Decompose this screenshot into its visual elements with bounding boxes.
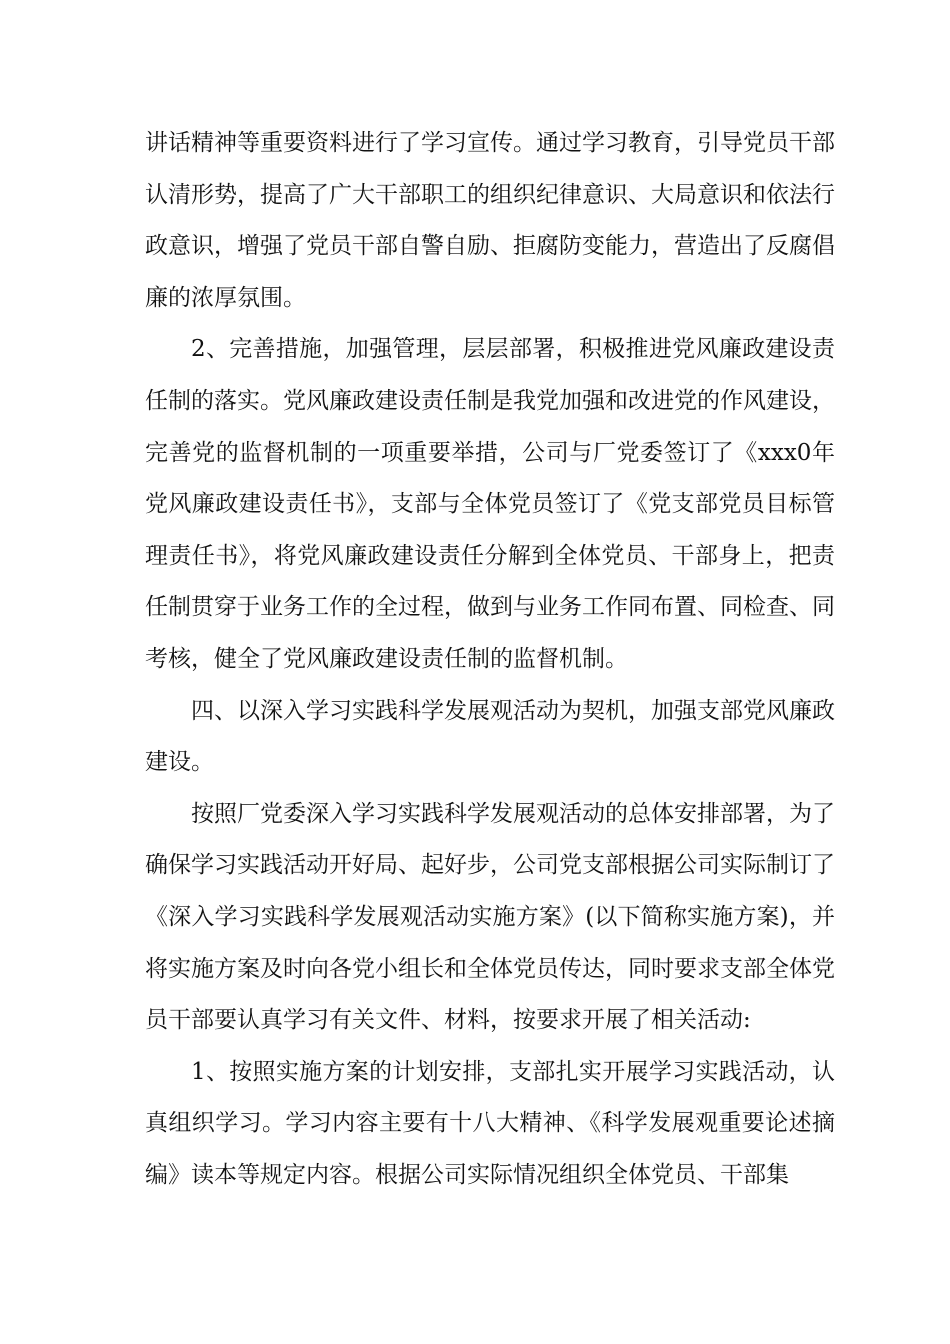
paragraph-responsibility-system: 2、完善措施，加强管理，层层部署，积极推进党风廉政建设责任制的落实。党风廉政建设责任制是我党加强和改进党的作风建设，完善党的监督机制的一项重要举措，公司与厂党委签订了《xxx0年党风廉政建设责任书》，支部与全体党员签订了《党支部党员目标管理责任书》，将党风廉政建设责任分解到全体党员、干部身上，把责任制贯穿于业务工作的全过程，做到与业务工作同布置、同检查、同考核，健全了党风廉政建设责任制的监督机制。 (145, 336, 835, 672)
paragraph-implementation-plan: 按照厂党委深入学习实践科学发展观活动的总体安排部署，为了确保学习实践活动开好局、起好步，公司党支部根据公司实际制订了《深入学习实践科学发展观活动实施方案》(以下简称实施方案)，并将实施方案及时向各党小组长和全体党员传达，同时要求支部全体党员干部要认真学习有关文件、材料，按要求开展了相关活动: (145, 800, 835, 1034)
section-heading-four: 四、以深入学习实践科学发展观活动为契机，加强支部党风廉政建设。 (145, 697, 835, 776)
paragraph-organize-study: 1、按照实施方案的计划安排，支部扎实开展学习实践活动，认真组织学习。学习内容主要有十八大精神、《科学发展观重要论述摘编》读本等规定内容。根据公司实际情况组织全体党员、干部集 (145, 1058, 835, 1188)
document-body (145, 118, 835, 1201)
paragraph-study-publicity: 讲话精神等重要资料进行了学习宣传。通过学习教育，引导党员干部认清形势，提高了广大干部职工的组织纪律意识、大局意识和依法行政意识，增强了党员干部自警自励、拒腐防变能力，营造出了反腐倡廉的浓厚氛围。 (145, 130, 835, 311)
